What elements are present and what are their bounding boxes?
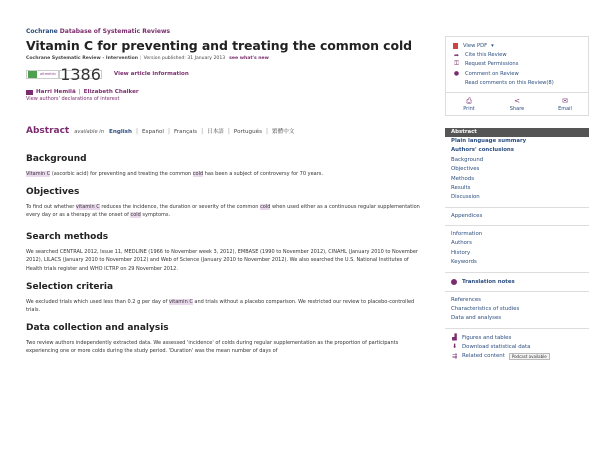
background-text: Vitamin C (ascorbic acid) for preventing and treating the common cold has been a subject of controversy for 70 years.	[26, 171, 323, 177]
download-data-link[interactable]: ⬇ Download statistical data	[451, 343, 531, 351]
email-icon: ✉	[562, 96, 568, 105]
language-chinese[interactable]: 繁體中文	[272, 129, 295, 135]
nav-item-objectives[interactable]: Objectives	[451, 166, 480, 173]
nav-item-characteristics[interactable]: Characteristics of studies	[451, 306, 520, 313]
comment-icon: ●	[453, 70, 460, 78]
chevron-down-icon: ▾	[491, 42, 494, 49]
author-link[interactable]: Elizabeth Chalker	[83, 89, 139, 95]
review-type: Cochrane Systematic Review - Intervention	[26, 56, 139, 61]
altmetric-badge[interactable]: altmetric	[26, 70, 59, 79]
key-icon: ⚿	[454, 60, 459, 68]
globe-icon	[451, 279, 457, 285]
nav-item-discussion[interactable]: Discussion	[451, 194, 480, 201]
request-permissions-action[interactable]: ⚿ Request Permissions	[454, 60, 519, 68]
related-icon: ⇶	[451, 352, 458, 360]
search-methods-text: We searched CENTRAL 2012, Issue 11, MEDLINE (1966 to November week 3, 2012), EMBASE (1990 to November 2012), CINAHL (January 2010 to November 2012), LILACS (January 2010 to November 2012) and Web of Science (January 2010 to November 2012). We also searched the U.S. National Institutes of Health trials register and WHO ICTRP on 29 November 2012.	[26, 248, 418, 272]
section-heading-objectives: Objectives	[26, 186, 80, 197]
nav-item-keywords[interactable]: Keywords	[451, 259, 477, 266]
version-published: Version published: 31 January 2013	[143, 56, 226, 61]
podcast-badge[interactable]: Podcast available	[509, 353, 550, 360]
comment-review-action[interactable]: ● Comment on Review	[453, 70, 519, 78]
view-article-information-link[interactable]: View article information	[113, 71, 189, 77]
pdf-icon	[453, 43, 458, 49]
figures-tables-link[interactable]: ▟ Figures and tables	[452, 334, 512, 341]
selection-criteria-text: We excluded trials which used less than 0.2 g per day of vitamin C and trials without a placebo comparison. We restricted our review to placebo-controlled trials.	[26, 298, 415, 314]
author-list: Harri Hemilä | Elizabeth Chalker	[26, 89, 424, 95]
data-collection-text: Two review authors independently extracted data. We assessed 'incidence' of colds during regular supplementation as the proportion of participants experiencing one or more colds during the study period. 'Duration' was the mean number of days of	[26, 339, 399, 355]
altmetric-count: 1386	[60, 64, 101, 84]
nav-item-appendices[interactable]: Appendices	[451, 212, 483, 219]
sidebar	[445, 36, 589, 361]
whats-new-link[interactable]: see what's new	[229, 56, 269, 61]
language-japanese[interactable]: 日本語	[207, 129, 224, 135]
quote-icon: ➦	[453, 51, 460, 59]
section-nav	[445, 137, 589, 203]
abstract-language-bar: Abstract available in English | Español | Français | 日本語 | Português | 繁體中文	[26, 126, 295, 136]
author-link[interactable]: Harri Hemilä	[36, 89, 76, 95]
altmetric-row	[26, 64, 424, 84]
section-heading-selection-criteria: Selection criteria	[26, 281, 114, 292]
email-button[interactable]: ✉ Email	[558, 96, 572, 112]
chart-icon: ▟	[452, 334, 457, 341]
language-french[interactable]: Français	[174, 129, 198, 135]
nav-item-abstract[interactable]: Abstract	[445, 128, 589, 137]
download-icon: ⬇	[451, 343, 458, 351]
nav-item-references[interactable]: References	[451, 296, 481, 303]
database-name[interactable]: Cochrane Database of Systematic Reviews	[26, 28, 171, 35]
nav-item-authors[interactable]: Authors	[451, 240, 472, 247]
main-content	[26, 28, 424, 356]
view-pdf-action[interactable]: View PDF ▾	[453, 41, 581, 50]
review-meta: Cochrane Systematic Review - Intervention | Version published: 31 January 2013 see what's new	[26, 56, 269, 61]
objectives-text: To find out whether vitamin C reduces the incidence, the duration or severity of the common cold when used either as a continuous regular supplementation every day or as a therapy at the onset of cold symptoms.	[26, 203, 420, 219]
language-portuguese[interactable]: Português	[233, 129, 263, 135]
translation-notes-link[interactable]: Translation notes	[445, 277, 589, 287]
nav-item-data-analyses[interactable]: Data and analyses	[451, 315, 502, 322]
nav-item-background[interactable]: Background	[451, 156, 484, 163]
abstract-label: Abstract	[26, 126, 70, 136]
related-content-link[interactable]: ⇶ Related content Podcast available	[445, 352, 589, 361]
nav-item-conclusions[interactable]: Authors' conclusions	[451, 147, 514, 154]
nav-item-history[interactable]: History	[451, 249, 471, 256]
language-spanish[interactable]: Español	[142, 129, 164, 135]
available-in-label: available in	[74, 129, 105, 135]
cite-review-action[interactable]: ➦ Cite this Review	[453, 51, 507, 59]
info-nav	[445, 230, 589, 268]
declarations-link[interactable]: View authors' declarations of interest	[26, 96, 120, 102]
nav-item-information[interactable]: Information	[451, 231, 483, 238]
nav-item-methods[interactable]: Methods	[451, 175, 475, 182]
altmetric-donut-icon	[28, 71, 37, 78]
share-tools	[446, 92, 588, 115]
language-english[interactable]: English	[109, 129, 132, 135]
read-comments-link[interactable]: Read comments on this Review(8)	[465, 80, 554, 87]
page-title: Vitamin C for preventing and treating the common cold	[26, 38, 413, 53]
references-nav	[445, 296, 589, 324]
nav-item-results[interactable]: Results	[451, 184, 471, 191]
section-heading-data-collection: Data collection and analysis	[26, 322, 169, 333]
print-button[interactable]: ⎙ Print	[463, 96, 475, 112]
share-icon: <	[514, 96, 520, 105]
print-icon: ⎙	[466, 96, 472, 105]
actions-panel	[445, 36, 589, 116]
share-button[interactable]: < Share	[509, 96, 525, 112]
nav-item-plain-language[interactable]: Plain language summary	[451, 137, 527, 144]
section-heading-search-methods: Search methods	[26, 231, 109, 242]
section-heading-background: Background	[26, 154, 87, 164]
envelope-icon[interactable]	[26, 90, 33, 95]
